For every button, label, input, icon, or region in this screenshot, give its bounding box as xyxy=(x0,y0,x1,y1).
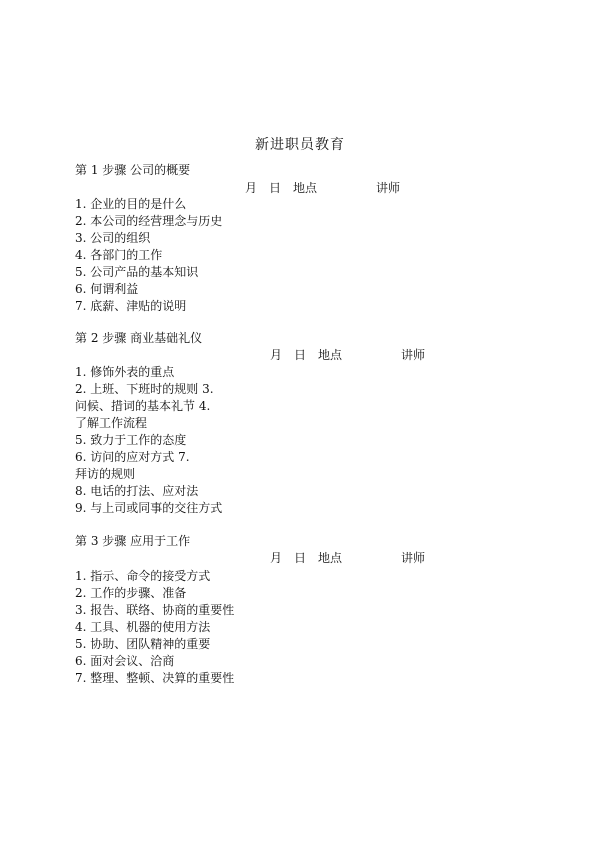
place-label: 地点 xyxy=(318,551,343,565)
place-label: 地点 xyxy=(293,181,318,195)
list-item: 拜访的规则 xyxy=(75,467,136,481)
day-label: 日 xyxy=(269,181,282,195)
lecturer-label: 讲师 xyxy=(401,348,426,362)
list-item: 4. 各部门的工作 xyxy=(75,248,163,262)
list-item: 5. 协助、团队精神的重要 xyxy=(75,637,211,651)
list-item: 8. 电话的打法、应对法 xyxy=(75,484,199,498)
list-item: 2. 上班、下班时的规则 3. xyxy=(75,382,214,396)
list-item: 6. 访问的应对方式 7. xyxy=(75,450,190,464)
step-2-heading: 第 2 步骤 商业基础礼仪 xyxy=(75,331,203,345)
list-item: 3. 公司的组织 xyxy=(75,231,151,245)
list-item: 2. 本公司的经营理念与历史 xyxy=(75,214,223,228)
day-label: 日 xyxy=(294,348,307,362)
list-item: 1. 指示、命令的接受方式 xyxy=(75,569,211,583)
list-item: 5. 公司产品的基本知识 xyxy=(75,265,199,279)
place-label: 地点 xyxy=(318,348,343,362)
day-label: 日 xyxy=(294,551,307,565)
step-3-heading: 第 3 步骤 应用于工作 xyxy=(75,534,191,548)
list-item: 5. 致力于工作的态度 xyxy=(75,433,187,447)
lecturer-label: 讲师 xyxy=(376,181,401,195)
list-item: 3. 报告、联络、协商的重要性 xyxy=(75,603,235,617)
document-title: 新进职员教育 xyxy=(255,137,345,153)
list-item: 6. 何谓利益 xyxy=(75,282,139,296)
list-item: 6. 面对会议、洽商 xyxy=(75,654,175,668)
list-item: 9. 与上司或同事的交往方式 xyxy=(75,501,223,515)
list-item: 了解工作流程 xyxy=(75,416,148,430)
list-item: 7. 底薪、津贴的说明 xyxy=(75,299,187,313)
list-item: 2. 工作的步骤、准备 xyxy=(75,586,187,600)
list-item: 1. 企业的目的是什么 xyxy=(75,197,187,211)
step-1-heading: 第 1 步骤 公司的概要 xyxy=(75,163,191,177)
month-label: 月 xyxy=(270,551,283,565)
list-item: 7. 整理、整顿、决算的重要性 xyxy=(75,671,235,685)
month-label: 月 xyxy=(245,181,258,195)
list-item: 1. 修饰外表的重点 xyxy=(75,365,175,379)
list-item: 4. 工具、机器的使用方法 xyxy=(75,620,211,634)
list-item: 问候、措词的基本礼节 4. xyxy=(75,399,211,413)
lecturer-label: 讲师 xyxy=(401,551,426,565)
month-label: 月 xyxy=(270,348,283,362)
